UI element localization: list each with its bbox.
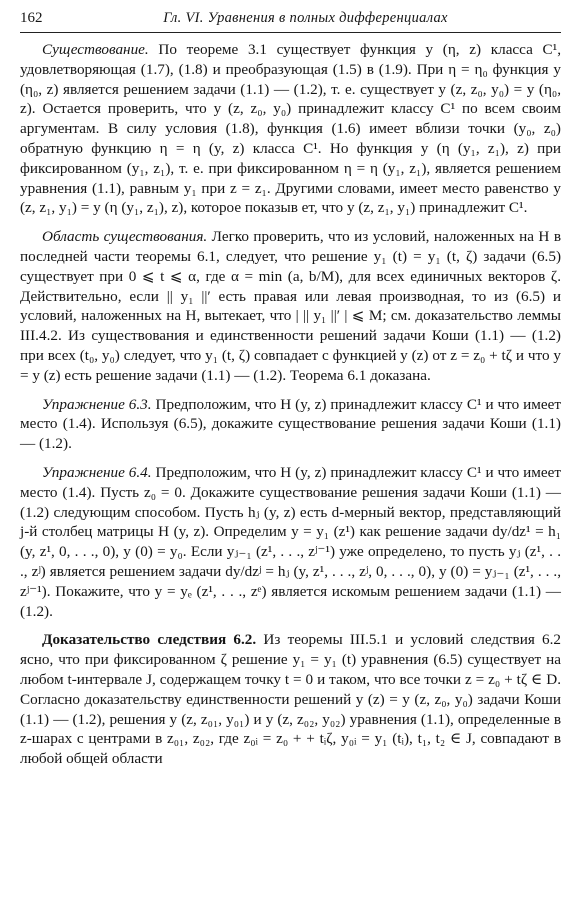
paragraph-existence bbox=[20, 40, 561, 218]
paragraph-proof-corollary-6-2 bbox=[20, 630, 561, 769]
paragraph-label: Область существования. bbox=[42, 228, 208, 246]
paragraph-text: Предположим, что H (y, z) принадлежит классу C¹ и что имеет место (1.4). Используя (6.5), докажите существование решения задачи Коши (1.1) — (1.2). bbox=[20, 395, 561, 453]
header-rule bbox=[20, 32, 561, 33]
paragraph-text: Предположим, что H (y, z) принадлежит классу C¹ и что имеет место (1.4). Пусть z₀ = 0. Докажите существование решения задачи Коши (1.1) — (1.2) следующим способом. Пусть hⱼ (y, z) есть d-мерный вектор, представляющий j-й столбец матрицы H (y, z). Определим y = y₁ (z¹) как решение задачи dy/dz¹ = h₁ (y, z¹, 0, . . ., 0), y (0) = y₀. Если yⱼ₋₁ (z¹, . . ., zʲ⁻¹) уже определено, то пусть yⱼ (z¹, . . ., zʲ) является решением задачи dy/dzʲ = hⱼ (y, z¹, . . ., zʲ, 0, . . ., 0), y (0) = yⱼ₋₁ (z¹, . . ., zʲ⁻¹). Покажите, что y = yₑ (z¹, . . ., zᵉ) является искомым решением задачи (1.1) — (1.2). bbox=[20, 463, 561, 620]
paragraph-label: Существование. bbox=[42, 41, 149, 58]
page-body bbox=[20, 40, 561, 778]
paragraph-text: По теореме 3.1 существует функция y (η, z) класса C¹, удовлетворяющая (1.7), (1.8) и преобразующая (1.5) в (1.9). При η = η₀ функция y (η₀, z) является решением задачи (1.1) — (1.2), т. е. существует y (z, z₀, y₀) = y (η₀, z). Остается проверить, что y (z, z₀, y₀) принадлежит классу C¹ по всем своим аргументам. В силу условия (1.8), функция (1.6) имеет вблизи точки (y₀, z₀) обратную функцию η = η (y, z) класса C¹. Но функция y (η (y₁, z₁), z) при фиксированном (y₁, z₁), т. е. при фиксированном η = η (y₁, z₁), является решением уравнения (1.1), равным y₁ при z = z₁. Другими словами, имеет место равенство y (z, z₁, y₁) = y (η (y₁, z₁), z), которое показыв ет, что y (z, z₁, y₁) принадлежит C¹. bbox=[20, 41, 561, 217]
paragraph-label: Упражнение 6.3. bbox=[42, 395, 152, 413]
paragraph-exercise-6-4 bbox=[20, 463, 561, 621]
paragraph-existence-domain bbox=[20, 227, 561, 385]
page-number: 162 bbox=[20, 10, 43, 26]
page-header bbox=[20, 10, 561, 32]
paragraph-text: Из теоремы III.5.1 и условий следствия 6.2 ясно, что при фиксированном ζ решение y₁ = y₁ (t) уравнения (6.5) существует на любом t-интервале J, содержащем точку t = 0 и таком, что все точки z = z₀ + tζ ∈ D. Согласно доказательству единственности решений y (z) = y (z, z₀, y₀) задачи Коши (1.1) — (1.2), решения y (z, z₀₁, y₀₁) и y (z, z₀₂, y₀₂) уравнения (1.1), определенные в z-шарах с центрами в z₀₁, z₀₂, где z₀ᵢ = z₀ + + tᵢζ, y₀ᵢ = y₁ (tᵢ), t₁, t₂ ∈ J, совпадают в любой общей области bbox=[20, 631, 562, 768]
paragraph-label: Доказательство следствия 6.2. bbox=[42, 631, 257, 649]
paragraph-label: Упражнение 6.4. bbox=[42, 463, 152, 481]
running-title: Гл. VI. Уравнения в полных дифференциалах bbox=[163, 10, 448, 26]
paragraph-exercise-6-3 bbox=[20, 395, 561, 454]
paragraph-text: Легко проверить, что из условий, наложенных на H в последней части теоремы 6.1, следует, что решение y₁ (t) = y₁ (t, ζ) задачи (6.5) существует при 0 ⩽ t ⩽ α, где α = min (a, b/M), для всех единичных векторов ζ. Действительно, если || y₁ ||′ есть правая или левая производная, то из (6.5) и условий, наложенных на H, вытекает, что | || y₁ ||′ | ⩽ M; см. доказательство леммы III.4.2. Из существования и единственности решений задачи Коши (1.1) — (1.2) при всех (t₀, y₀) следует, что y₁ (t, ζ) совпадает с функцией y (z) от z = z₀ + tζ и что y = y (z) есть решение задачи (1.1) — (1.2). Теорема 6.1 доказана. bbox=[20, 228, 561, 384]
